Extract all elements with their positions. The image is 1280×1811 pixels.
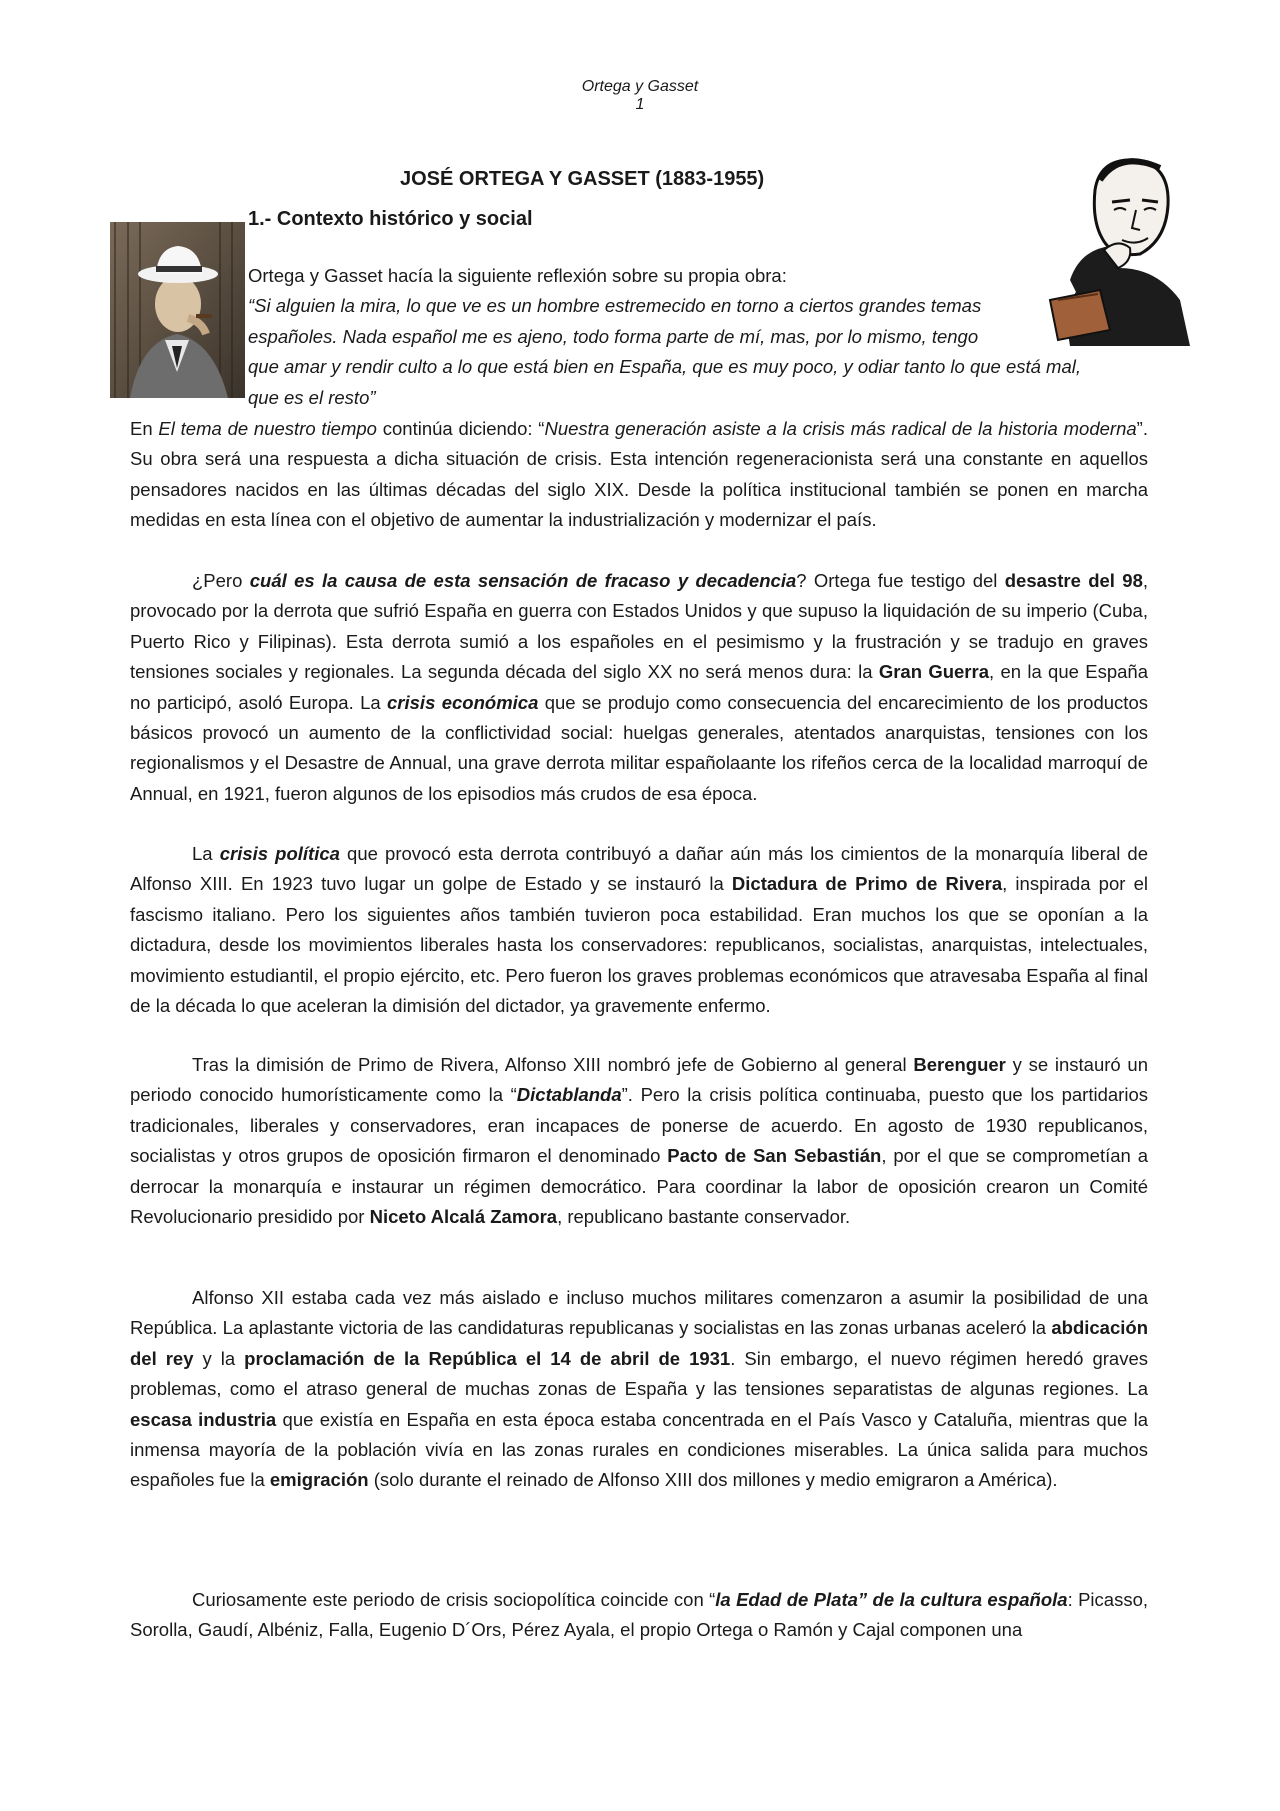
document-title: JOSÉ ORTEGA Y GASSET (1883-1955) [400,168,765,190]
intro-lead: Ortega y Gasset hacía la siguiente reflexión sobre su propia obra: [248,265,787,286]
paragraph-3: La crisis política que provocó esta derrota contribuyó a dañar aún más los cimientos de la monarquía liberal de Alfonso XIII. En 1923 tuvo lugar un golpe de Estado y se instauró la Dictadura de Primo de Rivera, inspirada por el fascismo italiano. Pero los siguientes años también tuvieron poca estabilidad. Eran muchos los que se oponían a la dictadura, desde los movimientos liberales hasta los conservadores: republicanos, socialistas, anarquistas, intelectuales, movimiento estudiantil, el propio ejército, etc. Pero fueron los graves problemas económicos que atravesaba España al final de la década lo que aceleran la dimisión del dictador, ya gravemente enfermo. [130,843,1149,1017]
quote-line: que amar y rendir culto a lo que está bien en España, que es muy poco, y odiar tanto lo que está mal, [248,356,1082,378]
quote-line: “Si alguien la mira, lo que ve es un hombre estremecido en torno a ciertos grandes temas [248,295,982,317]
running-title: Ortega y Gasset [581,78,699,95]
quote-line: que es el resto” [248,386,376,408]
intro-block [248,261,1148,413]
paragraph-5: Alfonso XII estaba cada vez más aislado e incluso muchos militares comenzaron a asumir la posibilidad de una República. La aplastante victoria de las candidaturas republicanas y socialistas en las zonas urbanas aceleró la abdicación del rey y la proclamación de la República el 14 de abril de 1931. Sin embargo, el nuevo régimen heredó graves problemas, como el atraso general de muchas zonas de España y las tensiones separatistas de algunas regiones. La escasa industria que existía en España en esta época estaba concentrada en el País Vasco y Cataluña, mientras que la inmensa mayoría de la población vivía en las zonas rurales en condiciones miserables. La única salida para muchos españoles fue la emigración (solo durante el reinado de Alfonso XIII dos millones y medio emigraron a América). [130,1287,1148,1491]
running-header [0,78,1280,114]
section-heading: 1.- Contexto histórico y social [248,208,533,230]
paragraph-4: Tras la dimisión de Primo de Rivera, Alfonso XIII nombró jefe de Gobierno al general Berenguer y se instauró un periodo conocido humorísticamente como la “Dictablanda”. Pero la crisis política continuaba, puesto que los partidarios tradicionales, liberales y conservadores, eran incapaces de ponerse de acuerdo. En agosto de 1930 republicanos, socialistas y otros grupos de oposición firmaron el denominado Pacto de San Sebastián, por el que se comprometían a derrocar la monarquía e instaurar un régimen democrático. Para coordinar la labor de oposición crearon un Comité Revolucionario presidido por Niceto Alcalá Zamora, republicano bastante conservador. [130,1054,1148,1228]
paragraph-6: Curiosamente este periodo de crisis sociopolítica coincide con “la Edad de Plata” de la cultura española: Picasso, Sorolla, Gaudí, Albéniz, Falla, Eugenio D´Ors, Pérez Ayala, el propio Ortega o Ramón y Cajal componen una [130,1589,1149,1641]
paragraph-1: En El tema de nuestro tiempo continúa diciendo: “Nuestra generación asiste a la crisis más radical de la historia moderna”. Su obra será una respuesta a dicha situación de crisis. Esta intención regeneracionista será una constante en aquellos pensadores nacidos en las últimas décadas del siglo XIX. Desde la política institucional también se ponen en marcha medidas en esta línea con el objetivo de aumentar la industrialización y modernizar el país. [130,418,1148,531]
quote-line: españoles. Nada español me es ajeno, todo forma parte de mí, mas, por lo mismo, tengo [248,325,979,347]
paragraph-2: ¿Pero cuál es la causa de esta sensación de fracaso y decadencia? Ortega fue testigo del desastre del 98, provocado por la derrota que sufrió España en guerra con Estados Unidos y que supuso la liquidación de su imperio (Cuba, Puerto Rico y Filipinas). Esta derrota sumió a los españoles en el pesimismo y la frustración y se tradujo en graves tensiones sociales y regionales. La segunda década del siglo XX no será menos dura: la Gran Guerra, en la que España no participó, asoló Europa. La crisis económica que se produjo como consecuencia del encarecimiento de los productos básicos provocó un aumento de la conflictividad social: huelgas generales, atentados anarquistas, tensiones con los regionalismos y el Desastre de Annual, una grave derrota militar españolaante los rifeños cerca de la localidad marroquí de Annual, en 1921, fueron algunos de los episodios más crudos de esa época. [130,570,1148,804]
portrait-photo-icon [110,222,245,398]
page-number: 1 [635,96,645,113]
